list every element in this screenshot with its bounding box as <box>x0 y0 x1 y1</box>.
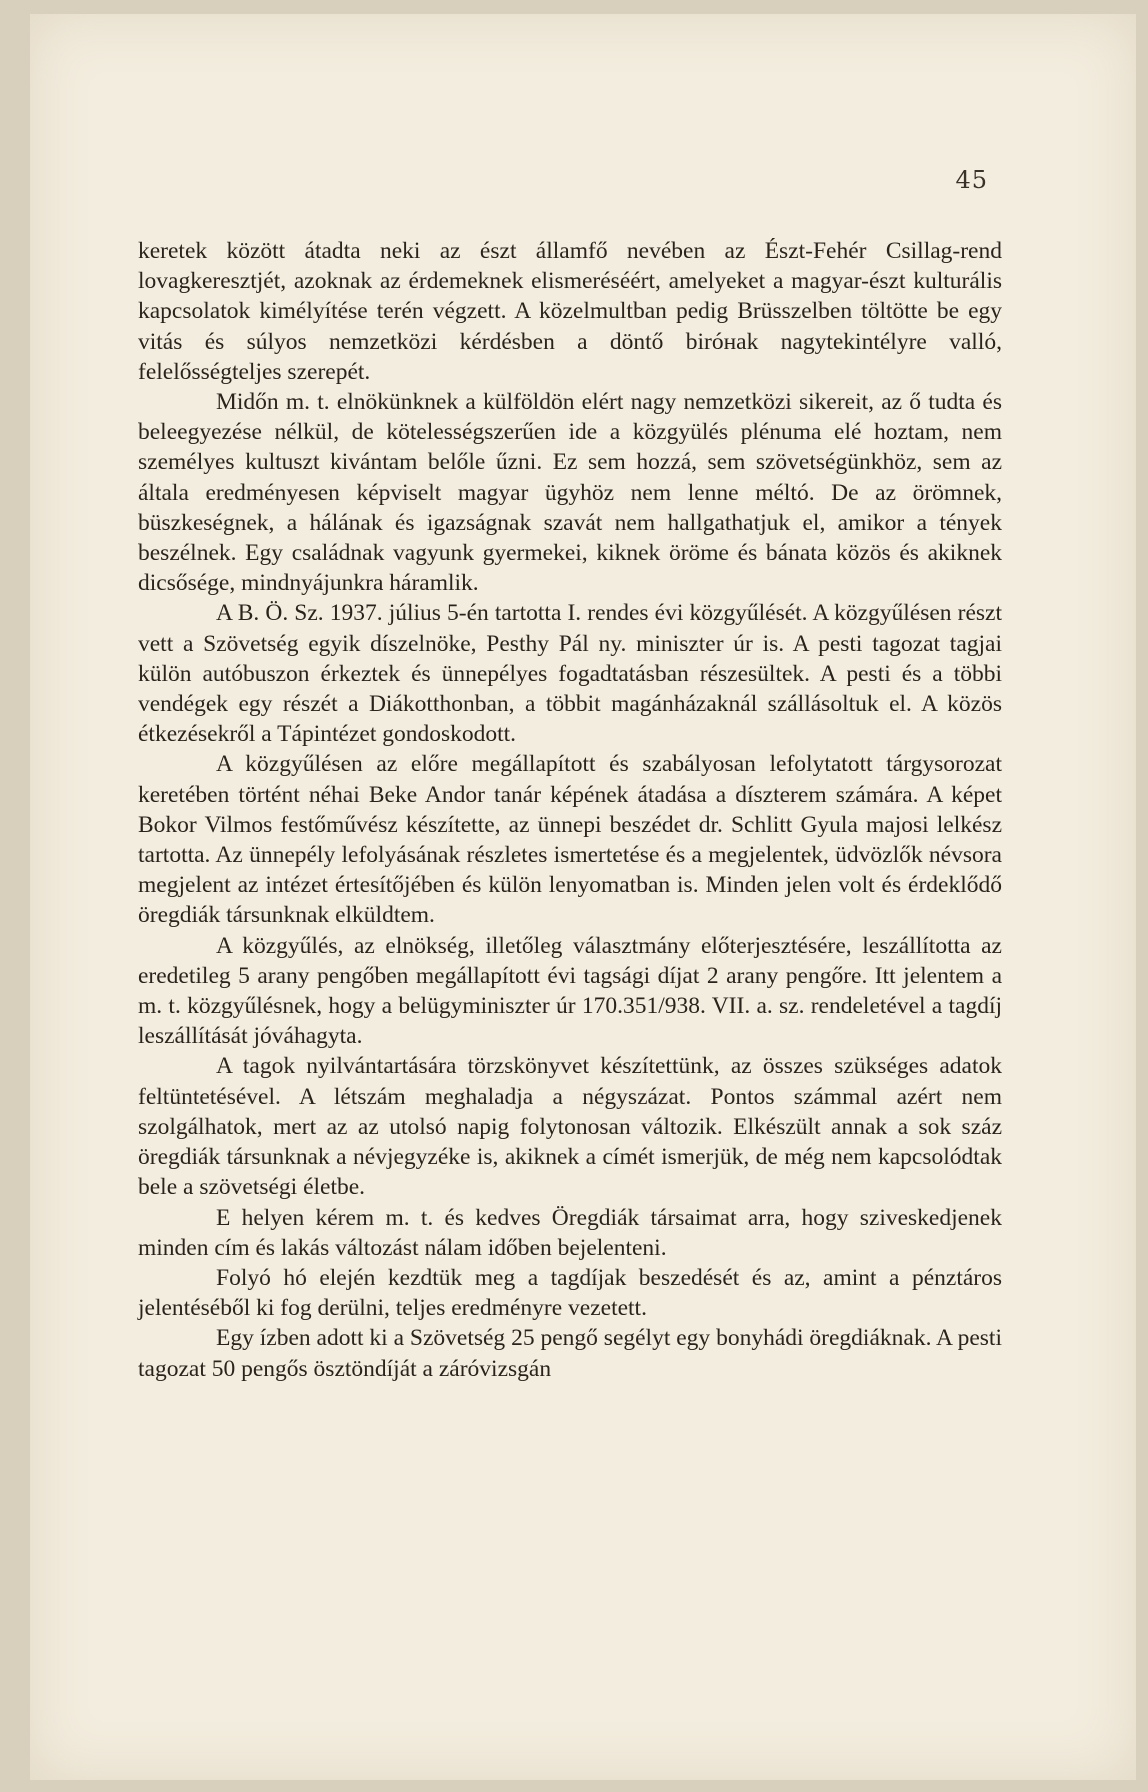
paragraph-2: Midőn m. t. elnökünknek a külföldön elért nagy nemzetközi sikereit, az ő tudta és beleegyezése nélkül, de kötelességszerűen ide a közgyülés plénuma elé hoztam, nem személyes kultuszt kivántam belőle űzni. Ez sem hozzá, sem szövetségünkhöz, sem az általa eredményesen képviselt magyar ügyhöz nem lenne méltó. De az örömnek, büszkeségnek, a hálának és igazságnak szavát nem hallgathatjuk el, amikor a tények beszélnek. Egy családnak vagyunk gyermekei, kiknek öröme és bánata közös és akiknek dicsősége, mindnyájunkra háramlik. <box>138 389 1002 597</box>
paragraph-1: keretek között átadta neki az észt államfő nevében az Észt-Fehér Csillag-rend lovagkeresztjét, azoknak az érdemeknek elismeréséért, amelyeket a magyar-észt kulturális kapcsolatok kimélyítése terén végzett. A közelmultban pedig Brüsszelben töltötte be egy vitás és súlyos nemzetközi kérdésben a döntő biróнak nagytekintélyre valló, felelősségteljes szerepét. <box>138 238 1002 385</box>
paragraph-9: Egy ízben adott ki a Szövetség 25 pengő segélyt egy bonyhádi öregdiáknak. A pesti tagozat 50 pengős ösztöndíját a záróvizsgán <box>138 1325 1002 1382</box>
paragraph-7: E helyen kérem m. t. és kedves Öregdiák társaimat arra, hogy sziveskedjenek minden cím és lakás változást nálam időben bejelenteni. <box>138 1204 1002 1261</box>
document-page <box>30 14 1136 1780</box>
page-number: 45 <box>955 166 988 194</box>
paragraph-3: A B. Ö. Sz. 1937. július 5-én tartotta I. rendes évi közgyűlését. A közgyűlésen részt vett a Szövetség egyik díszelnöke, Pesthy Pál ny. miniszter úr is. A pesti tagozat tagjai külön autóbuszon érkeztek és ünnepélyes fogadtatásban részesültek. A pesti és a többi vendégek egy részét a Diákotthonban, a többit magánházaknál szállásoltuk el. A közös étkezésekről a Tápintézet gondoskodott. <box>138 600 1002 748</box>
paragraph-6: A tagok nyilvántartására törzskönyvet készítettünk, az összes szükséges adatok feltüntetésével. A létszám meghaladja a négyszázat. Pontos számmal azért nem szolgálhatok, mert az az utolsó napig folytonosan változik. Elkészült annak a sok száz öregdiák társunknak a névjegyzéke is, akiknek a címét ismerjük, de még nem kapcsolódtak bele a szövetségi életbe. <box>138 1053 1002 1201</box>
paragraph-8: Folyó hó elején kezdtük meg a tagdíjak beszedését és az, amint a pénztáros jelentéséből ki fog derülni, teljes eredményre vezetett. <box>138 1264 1002 1322</box>
body-text <box>138 236 1002 1384</box>
paragraph-5: A közgyűlés, az elnökség, illetőleg választmány előterjesztésére, leszállította az eredetileg 5 arany pengőben megállapított évi tagsági díjat 2 arany pengőre. Itt jelentem a m. t. közgyűlésnek, hogy a belügyminiszter úr 170.351/938. VII. a. sz. rendeletével a tagdíj leszállítását jóváhagyta. <box>138 932 1002 1050</box>
paragraph-4: A közgyűlésen az előre megállapított és szabályosan lefolytatott tárgysorozat keretében történt néhai Beke Andor tanár képének átadása a díszterem számára. A képet Bokor Vilmos festőművész készítette, az ünnepi beszédet dr. Schlitt Gyula majosi lelkész tartotta. Az ünnepély lefolyásának részletes ismertetése és a megjelentek, üdvözlők névsora megjelent az intézet értesítőjében és külön lenyomatban is. Minden jelen volt és érdeklődő öregdiák társunknak elküldtem. <box>138 751 1002 929</box>
